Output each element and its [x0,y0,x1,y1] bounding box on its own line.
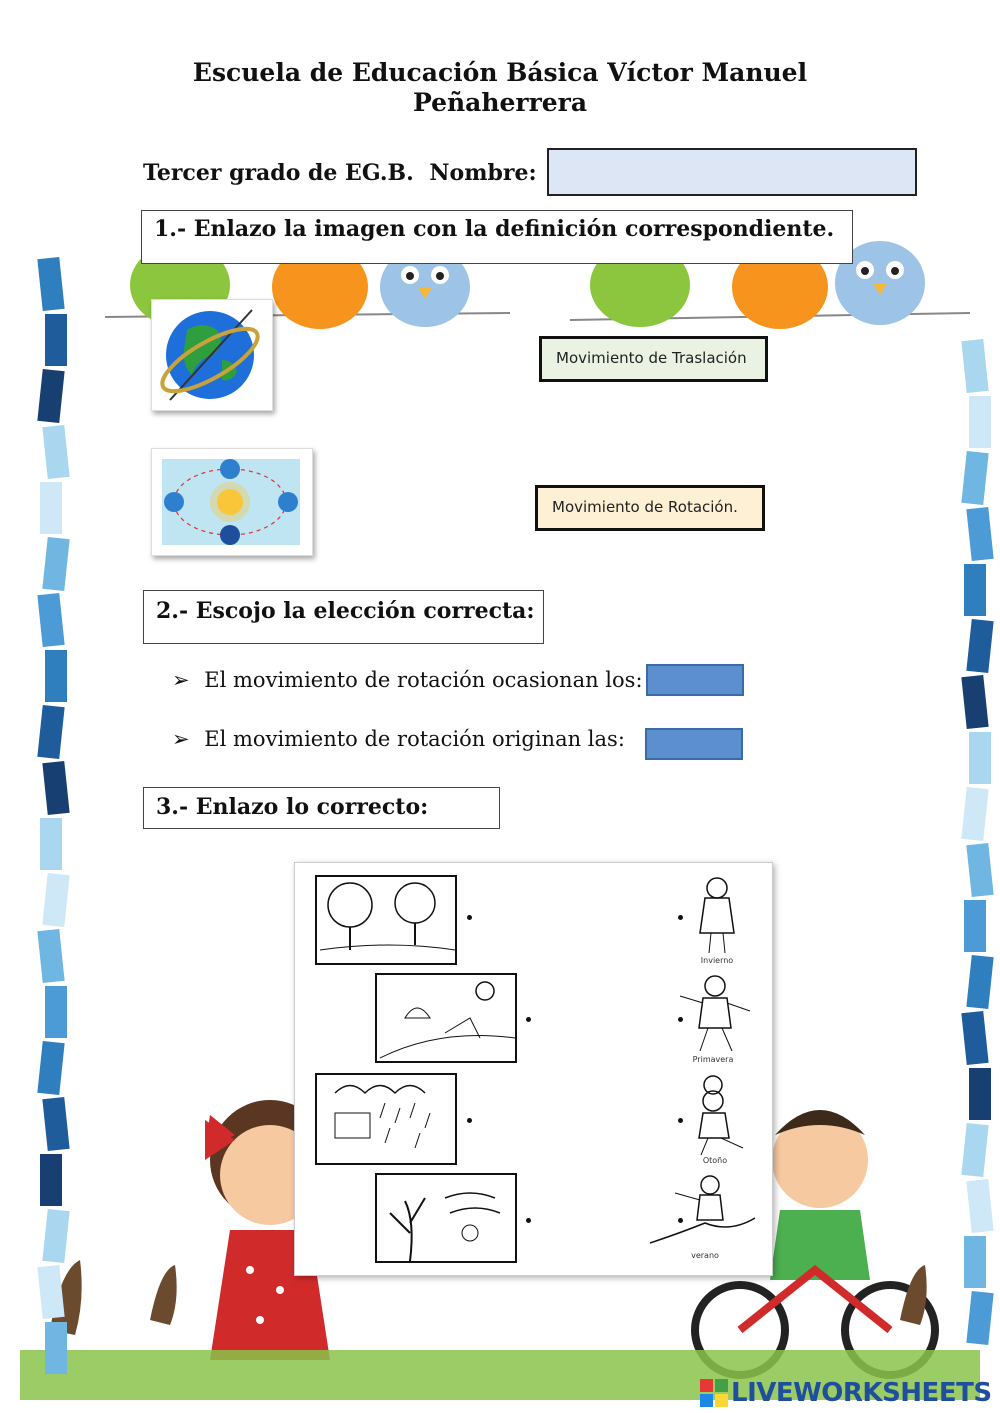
spring-scene-image[interactable] [315,875,459,967]
school-name-line1: Escuela de Educación Básica Víctor Manuel [192,58,808,87]
border-tile [961,675,988,729]
earth-orbit-icon [152,449,312,555]
earth-orbit-image[interactable] [151,448,313,556]
border-tile [45,1322,67,1374]
border-tile [37,593,64,647]
season-label-primavera: Primavera [692,1055,734,1064]
school-name-line2: Peñaherrera [412,88,588,117]
season-label-invierno: Invierno [700,956,734,965]
match-dot[interactable] [467,1118,472,1123]
name-label: Nombre: [429,160,537,186]
border-tile [964,900,986,952]
border-tile [966,1179,993,1233]
liveworksheets-logo[interactable] [700,1378,992,1408]
grade-label: Tercer grado de EG.B. [143,160,414,186]
border-tile [969,732,991,784]
border-tile [961,339,988,393]
border-tile [45,986,67,1038]
answer-slot-1[interactable] [646,664,744,696]
border-tile [964,564,986,616]
summer-beach-scene-image[interactable] [375,973,518,1065]
border-tile [961,787,988,841]
border-tile [37,929,64,983]
border-tile [42,873,69,927]
matching-panel [294,862,773,1276]
border-tile [40,482,62,534]
section2-title: 2.- Escojo la elección correcta: [143,590,544,644]
winter-child-image[interactable] [677,873,757,958]
border-tile [966,1291,993,1345]
earth-rotation-image[interactable] [151,299,273,411]
autumn-wind-scene-image[interactable] [375,1173,518,1265]
border-tile [42,425,69,479]
border-tile [969,396,991,448]
border-tile [37,369,64,423]
bullet-arrow-icon: ➢ [172,727,190,751]
border-tile [40,818,62,870]
summer-child-image[interactable] [650,1173,760,1253]
question-text-1: El movimiento de rotación ocasionan los: [204,668,643,692]
border-tile [961,1011,988,1065]
season-label-otono: Otoño [702,1156,728,1165]
brand-text: LIVEWORKSHEETS [731,1378,992,1408]
border-tile [961,1123,988,1177]
border-tile [45,314,67,366]
border-tile [37,257,64,311]
grade-name-row [143,160,537,186]
border-tile [42,537,69,591]
rain-scene-image[interactable] [315,1073,459,1167]
answer-slot-2[interactable] [645,728,743,760]
question-text-2: El movimiento de rotación originan las: [204,727,625,751]
border-tile [966,507,993,561]
liveworksheets-logo-icon [700,1379,728,1407]
match-dot[interactable] [526,1017,531,1022]
border-tile [969,1068,991,1120]
definition-rotacion[interactable]: Movimiento de Rotación. [535,485,765,531]
border-tile [966,619,993,673]
border-tile [40,1154,62,1206]
section1-title: 1.- Enlazo la imagen con la definición correspondiente. [141,210,853,264]
name-input-field[interactable] [547,148,917,196]
bullet-arrow-icon: ➢ [172,668,190,692]
border-tile [37,705,64,759]
border-tile [966,955,993,1009]
border-tile [966,843,993,897]
border-tile [42,761,69,815]
spring-child-image[interactable] [670,971,760,1056]
autumn-child-image[interactable] [673,1073,763,1158]
definition-traslacion[interactable]: Movimiento de Traslación [539,336,768,382]
match-dot[interactable] [526,1218,531,1223]
border-tile [964,1236,986,1288]
question-item-2 [172,727,625,751]
section3-title: 3.- Enlazo lo correcto: [143,787,500,829]
border-tile [961,451,988,505]
earth-rotation-icon [152,300,272,410]
match-dot[interactable] [467,915,472,920]
season-label-verano: verano [691,1251,719,1260]
question-item-1 [172,668,643,692]
border-tile [45,650,67,702]
